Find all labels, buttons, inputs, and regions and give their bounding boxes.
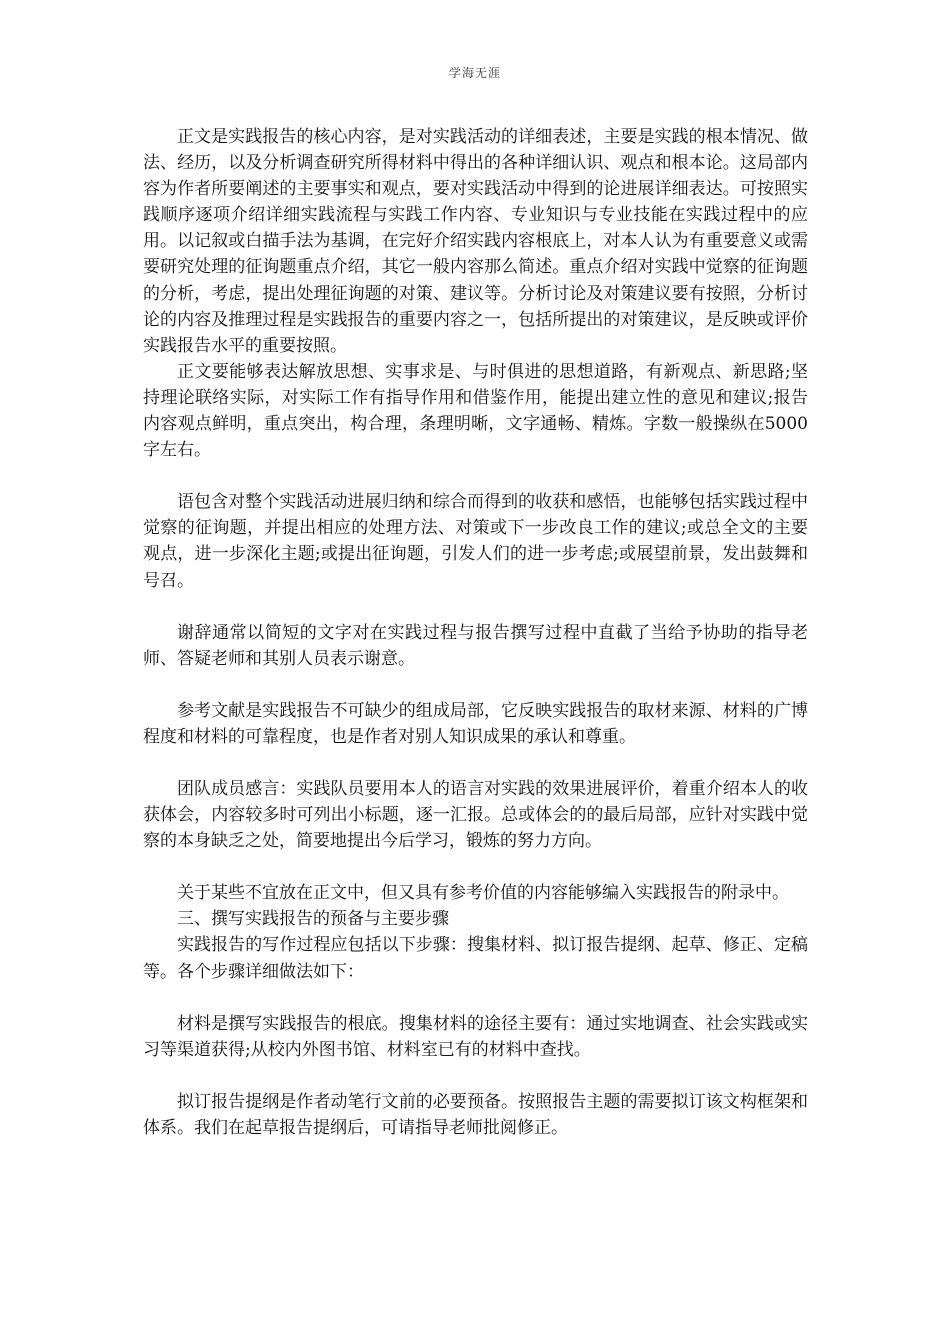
section-heading-3: 三、撰写实践报告的预备与主要步骤 — [177, 909, 449, 930]
paragraph-writing-steps: 实践报告的写作过程应包括以下步骤：搜集材料、拟订报告提纲、起草、修正、定稿等。各个步骤详细做法如下： — [143, 935, 808, 982]
paragraph-team-reflections: 团队成员感言：实践队员要用本人的语言对实践的效果进展评价，着重介绍本人的收获体会，内容较多时可列出小标题，逐一汇报。总或体会的的最后局部，应针对实践中觉察的本身缺乏之处，简要地提出今后学习，锻炼的努力方向。 — [143, 778, 808, 852]
paragraph-conclusion: 语包含对整个实践活动进展归纳和综合而得到的收获和感悟，也能够包括实践过程中觉察的征询题，并提出相应的处理方法、对策或下一步改良工作的建议;或总全文的主要观点，进一步深化主题;或提出征询题，引发人们的进一步考虑;或展望前景，发出鼓舞和号召。 — [143, 492, 808, 591]
page-header: 学海无涯 — [448, 66, 501, 80]
paragraph-gap — [143, 854, 808, 880]
document-body — [143, 124, 808, 1141]
paragraph-outline: 拟订报告提纲是作者动笔行文前的必要预备。按照报告主题的需要拟订该文构框架和体系。我们在起草报告提纲后，可请指导老师批阅修正。 — [143, 1091, 808, 1138]
paragraph-gap — [143, 672, 808, 698]
paragraph-gap — [143, 985, 808, 1011]
paragraph-acknowledgements: 谢辞通常以简短的文字对在实践过程与报告撰写过程中直截了当给予协助的指导老师、答疑老师和其别人员表示谢意。 — [143, 622, 808, 669]
paragraph-collect-materials: 材料是撰写实践报告的根底。搜集材料的途径主要有：通过实地调查、社会实践或实习等渠道获得;从校内外图书馆、材料室已有的材料中查找。 — [143, 1013, 808, 1060]
paragraph-main-text-requirements: 正文要能够表达解放思想、实事求是、与时俱进的思想道路，有新观点、新思路;坚持理论联络实际，对实际工作有指导作用和借鉴作用，能提出建立性的意见和建议;报告内容观点鲜明，重点突出，构合理，条理明晰，文字通畅、精炼。字数一般操纵在5000字左右。 — [143, 361, 808, 461]
paragraph-references: 参考文献是实践报告不可缺少的组成局部，它反映实践报告的取材来源、材料的广博程度和材料的可靠程度，也是作者对别人知识成果的承认和尊重。 — [143, 700, 808, 747]
paragraph-gap — [143, 463, 808, 489]
paragraph-gap — [143, 594, 808, 620]
paragraph-appendix: 关于某些不宜放在正文中，但又具有参考价值的内容能够编入实践报告的附录中。 — [177, 883, 789, 904]
paragraph-main-text: 正文是实践报告的核心内容，是对实践活动的详细表述，主要是实践的根本情况、做法、经历，以及分析调查研究所得材料中得出的各种详细认识、观点和根本论。这局部内容为作者所要阐述的主要事实和观点，要对实践活动中得到的论进展详细表达。可按照实践顺序逐项介绍详细实践流程与实践工作内容、专业知识与专业技能在实践过程中的应用。以记叙或白描手法为基调，在完好介绍实践内容根底上，对本人认为有重要意义或需要研究处理的征询题重点介绍，其它一般内容那么简述。重点介绍对实践中觉察的征询题的分析，考虑，提出处理征询题的对策、建议等。分析讨论及对策建议要有按照，分析讨论的内容及推理过程是实践报告的重要内容之一，包括所提出的对策建议，是反映或评价实践报告水平的重要按照。 — [143, 127, 808, 356]
paragraph-gap — [143, 750, 808, 776]
paragraph-gap — [143, 1063, 808, 1089]
